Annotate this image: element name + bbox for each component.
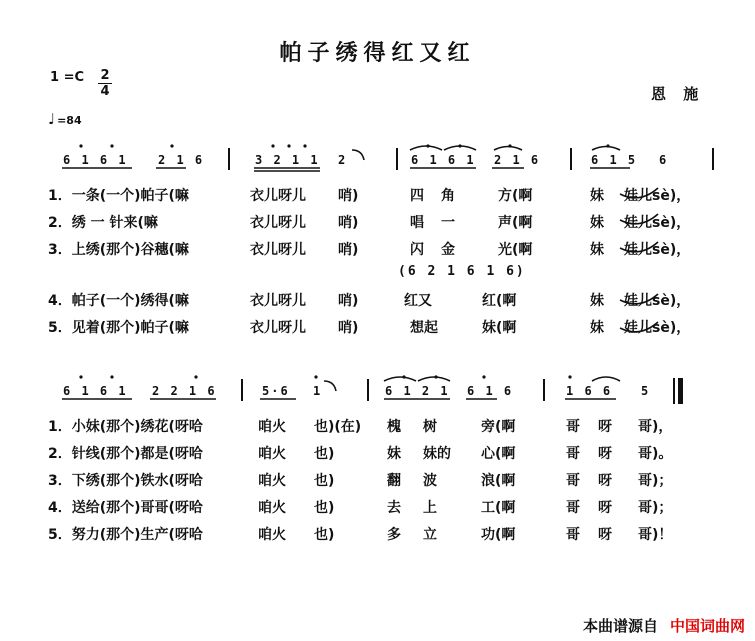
lyric-segment: 哥)； [638, 500, 673, 516]
notes-group: 6 1 6 1 [63, 153, 128, 167]
lyric-segment: 哨) [338, 188, 359, 204]
lyric-segment: 波 [423, 473, 437, 489]
lyric-segment: 4．帕子(一个)绣得(嘛 [48, 293, 189, 309]
lyric-segment: 咱火 [258, 527, 286, 543]
notes-group: 2 1 6 [158, 153, 205, 167]
lyric-segment: 哥 [566, 500, 580, 516]
lyric-segment: 咱火 [258, 500, 286, 516]
lyric-segment: 咱火 [258, 473, 286, 489]
lyric-segment: 咱火 [258, 419, 286, 435]
lyric-segment: 4．送给(那个)哥哥(呀哈 [48, 500, 203, 516]
lyric-segment: 妹的 [423, 446, 451, 462]
tempo-value: =84 [57, 114, 82, 127]
lyric-segment: 妹 [590, 215, 604, 231]
lyric-segment: 多 [387, 527, 401, 543]
lyric-segment: 一 [441, 215, 455, 231]
lyric-segment: 衣儿呀儿 [250, 188, 306, 204]
lyric-segment: 5．见着(那个)帕子(嘛 [48, 320, 189, 336]
key-signature: 1 =C [50, 70, 85, 85]
lyric-segment: 妹(啊 [482, 320, 517, 336]
lyric-segment: 衣儿呀儿 [250, 320, 306, 336]
quarter-note-icon: ♩ [48, 110, 56, 128]
lyric-segment: 也) [314, 527, 335, 543]
lyric-segment: 哨) [338, 320, 359, 336]
lyric-segment: 功(啊 [481, 527, 516, 543]
notes-group: 6 1 2 1 [385, 384, 450, 398]
variant-notes: (6 2 1 6 1 6) [398, 264, 526, 279]
lyric-segment: 哥 [566, 527, 580, 543]
lyric-segment: 红(啊 [482, 293, 517, 309]
lyric-segment: 呀 [598, 446, 612, 462]
lyric-segment: 四 [410, 188, 424, 204]
lyric-segment: 心(啊 [481, 446, 516, 462]
lyric-segment: 唱 [410, 215, 424, 231]
source-footer [0, 615, 745, 636]
lyric-segment: 哥)； [638, 473, 673, 489]
lyric-segment: 上 [423, 500, 437, 516]
notes-group: 6 1 5 [591, 153, 638, 167]
lyric-segment: 工(啊 [481, 500, 516, 516]
notes-group: 5 [641, 384, 651, 398]
lyric-segment: 哥 [566, 473, 580, 489]
time-signature-denominator: 4 [100, 84, 110, 99]
lyric-segment: 呀 [598, 527, 612, 543]
lyric-segment: 1．小妹(那个)绣花(呀哈 [48, 419, 203, 435]
notes-group: 2 1 6 [494, 153, 541, 167]
notes-group: 5·6 [262, 384, 290, 398]
lyric-segment: 想起 [410, 320, 438, 336]
notes-group: 3 2 1 1 [255, 153, 320, 167]
lyric-segment: 哨) [338, 293, 359, 309]
composer-region: 恩 施 [651, 85, 705, 103]
lyric-segment: 哥)！ [638, 527, 673, 543]
lyric-segment: 3．上绣(那个)谷穗(嘛 [48, 242, 189, 258]
lyric-segment: 咱火 [258, 446, 286, 462]
lyric-segment: 声(啊 [498, 215, 533, 231]
notes-group: 2 [338, 153, 348, 167]
notes-group: 6 [659, 153, 669, 167]
notes-group: 1 [313, 384, 323, 398]
lyric-segment: 妹 [590, 188, 604, 204]
lyric-segment: 妹 [590, 242, 604, 258]
time-signature-numerator: 2 [98, 68, 112, 84]
lyric-segment: 金 [441, 242, 455, 258]
lyric-segment: 哥 [566, 419, 580, 435]
lyric-segment: 哨) [338, 215, 359, 231]
lyric-segment: 去 [387, 500, 401, 516]
lyric-segment: 红又 [404, 293, 432, 309]
notes-group: 1 6 6 [566, 384, 613, 398]
lyric-segment: 立 [423, 527, 437, 543]
lyric-segment: 槐 [387, 419, 401, 435]
notes-group: 2 2 1 6 [152, 384, 217, 398]
lyric-segment: 方(啊 [498, 188, 533, 204]
notes-group: 6 1 6 [467, 384, 514, 398]
lyric-segment: 角 [441, 188, 455, 204]
lyric-segment: 也) [314, 446, 335, 462]
lyric-segment: 5．努力(那个)生产(呀哈 [48, 527, 203, 543]
lyric-segment: 娃儿sè)， [624, 320, 691, 336]
lyric-segment: 浪(啊 [481, 473, 516, 489]
lyric-segment: 哥)。 [638, 446, 673, 462]
lyric-segment: 哥)， [638, 419, 673, 435]
lyric-segment: 娃儿sè)， [624, 188, 691, 204]
lyric-segment: 1．一条(一个)帕子(嘛 [48, 188, 189, 204]
lyric-segment: 妹 [590, 320, 604, 336]
lyric-segment: 呀 [598, 500, 612, 516]
lyric-segment: 光(啊 [498, 242, 533, 258]
source-label: 本曲谱源自 [582, 617, 658, 635]
lyric-segment: 2．绣 一 针来(嘛 [48, 215, 158, 231]
lyric-segment: 衣儿呀儿 [250, 293, 306, 309]
lyric-segment: 闪 [410, 242, 424, 258]
lyric-segment: 呀 [598, 473, 612, 489]
lyric-segment: 娃儿sè)， [624, 215, 691, 231]
lyric-segment: 也)(在) [314, 419, 362, 435]
lyric-segment: 也) [314, 473, 335, 489]
notes-group: 6 1 6 1 [411, 153, 476, 167]
lyric-segment: 哨) [338, 242, 359, 258]
lyric-segment: 衣儿呀儿 [250, 242, 306, 258]
lyric-segment: 呀 [598, 419, 612, 435]
lyric-segment: 旁(啊 [481, 419, 516, 435]
notes-group: 6 1 6 1 [63, 384, 128, 398]
song-title: 帕子绣得红又红 [279, 41, 476, 66]
lyric-segment: 妹 [387, 446, 401, 462]
lyric-segment: 娃儿sè)， [624, 242, 691, 258]
lyric-segment: 衣儿呀儿 [250, 215, 306, 231]
lyric-segment: 哥 [566, 446, 580, 462]
lyric-segment: 3．下绣(那个)铁水(呀哈 [48, 473, 203, 489]
source-site-link[interactable]: 中国词曲网 [669, 617, 745, 635]
lyric-segment: 2．针线(那个)都是(呀哈 [48, 446, 203, 462]
lyric-segment: 妹 [590, 293, 604, 309]
lyric-segment: 翻 [387, 473, 401, 489]
lyric-segment: 树 [423, 419, 437, 435]
lyric-segment: 娃儿sè)， [624, 293, 691, 309]
lyric-segment: 也) [314, 500, 335, 516]
